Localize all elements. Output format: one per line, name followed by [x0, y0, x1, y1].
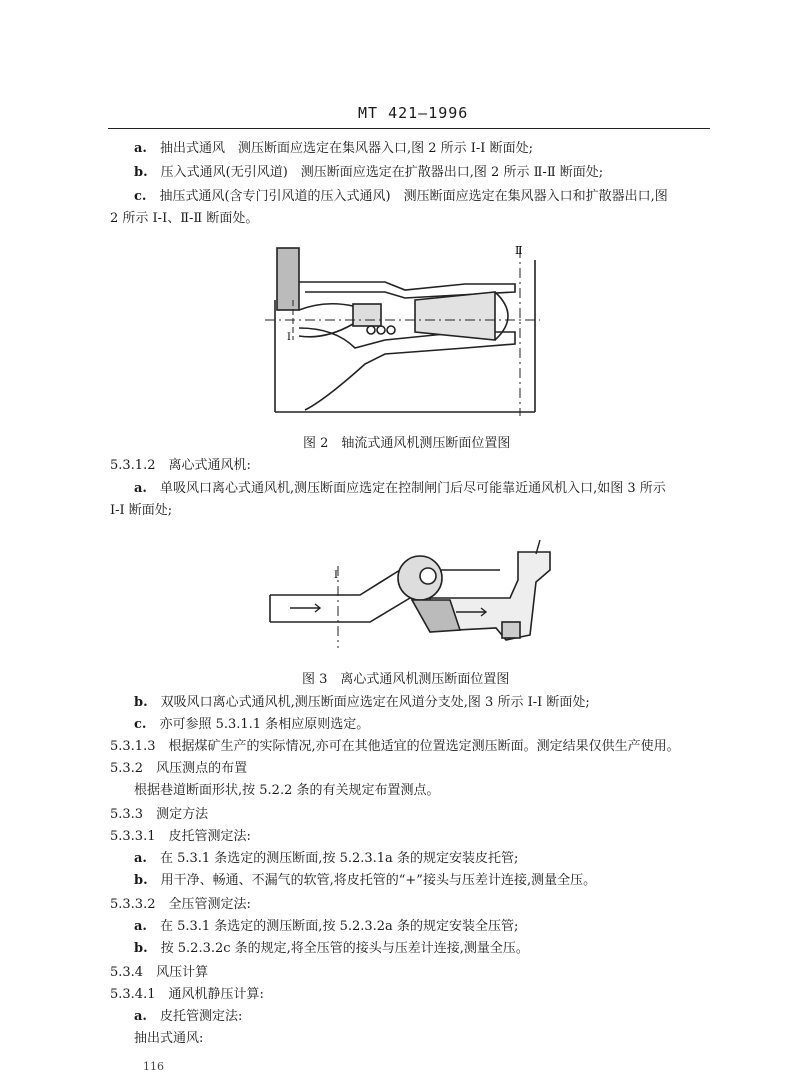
section-534-heading: 5.3.4 风压计算: [110, 965, 209, 980]
page-number: 116: [143, 1060, 164, 1073]
item-label: b.: [134, 695, 148, 710]
section-mark-ii: Ⅱ: [515, 244, 523, 257]
section-5332-heading: 5.3.3.2 全压管测定法:: [110, 897, 251, 912]
item-text: 在 5.3.1 条选定的测压断面,按 5.2.3.2a 条的规定安装全压管;: [159, 919, 519, 934]
item-a: [134, 918, 518, 936]
item-a: [134, 140, 533, 158]
item-a: [134, 1008, 242, 1026]
item-label: b.: [134, 873, 148, 888]
header-rule: [108, 128, 710, 129]
item-label: a.: [134, 481, 147, 496]
item-text: 皮托管测定法:: [159, 1009, 243, 1024]
section-532-text: 根据巷道断面形状,按 5.2.2 条的有关规定布置测点。: [134, 783, 440, 798]
standard-number: MT 421—1996: [358, 104, 469, 122]
section-5341-heading: 5.3.4.1 通风机静压计算:: [110, 987, 264, 1002]
item-label: b.: [134, 941, 148, 956]
item-a: [134, 480, 666, 498]
item-a-continued: Ⅰ-Ⅰ 断面处;: [110, 503, 173, 518]
item-text: 用干净、畅通、不漏气的软管,将皮托管的“+”接头与压差计连接,测量全压。: [160, 873, 597, 888]
item-text: 按 5.2.3.2c 条的规定,将全压管的接头与压差计连接,测量全压。: [160, 941, 529, 956]
item-label: a.: [134, 919, 147, 934]
item-b: [134, 164, 603, 182]
item-label: a.: [134, 141, 147, 156]
item-label: a.: [134, 851, 147, 866]
item-label: b.: [134, 165, 148, 180]
section-5313: 5.3.1.3 根据煤矿生产的实际情况,亦可在其他适宜的位置选定测压断面。测定结果仅供生产使用。: [110, 739, 680, 754]
section-532-heading: 5.3.2 风压测点的布置: [110, 761, 248, 776]
item-b: [134, 872, 596, 890]
figure-3-caption: 图 3 离心式通风机测压断面位置图: [302, 672, 510, 687]
item-b: [134, 940, 529, 958]
item-text: 单吸风口离心式通风机,测压断面应选定在控制闸门后尽可能靠近通风机入口,如图 3 所示: [159, 481, 666, 496]
item-c: [134, 716, 369, 734]
section-5312-heading: 5.3.1.2 离心式通风机:: [110, 458, 251, 473]
item-text: 亦可参照 5.3.1.1 条相应原则选定。: [159, 717, 370, 732]
figure-3-centrifugal-fan-diagram: [260, 540, 560, 655]
item-b: [134, 694, 590, 712]
figure-2-axial-fan-diagram: [265, 240, 545, 420]
item-a: [134, 850, 518, 868]
figure-2-caption: 图 2 轴流式通风机测压断面位置图: [303, 436, 511, 451]
item-text: 抽出式通风 测压断面应选定在集风器入口,图 2 所示 Ⅰ-Ⅰ 断面处;: [159, 141, 533, 156]
section-mark-i: Ⅰ: [287, 332, 291, 343]
item-c-continued: 2 所示 Ⅰ-Ⅰ、Ⅱ-Ⅱ 断面处。: [110, 211, 259, 226]
item-label: a.: [134, 1009, 147, 1024]
item-text: 压入式通风(无引风道) 测压断面应选定在扩散器出口,图 2 所示 Ⅱ-Ⅱ 断面处;: [160, 165, 604, 180]
item-text: 在 5.3.1 条选定的测压断面,按 5.2.3.1a 条的规定安装皮托管;: [159, 851, 519, 866]
item-label: c.: [134, 717, 147, 732]
item-c: [134, 188, 668, 206]
item-text: 双吸风口离心式通风机,测压断面应选定在风道分支处,图 3 所示 Ⅰ-Ⅰ 断面处;: [160, 695, 590, 710]
item-text: 抽压式通风(含专门引风道的压入式通风) 测压断面应选定在集风器入口和扩散器出口,图: [159, 189, 668, 204]
section-mark-i: Ⅰ: [334, 570, 338, 581]
section-533-heading: 5.3.3 测定方法: [110, 807, 209, 822]
item-label: c.: [134, 189, 147, 204]
section-5331-heading: 5.3.3.1 皮托管测定法:: [110, 829, 251, 844]
sub-heading-exhaust: 抽出式通风:: [134, 1031, 204, 1046]
